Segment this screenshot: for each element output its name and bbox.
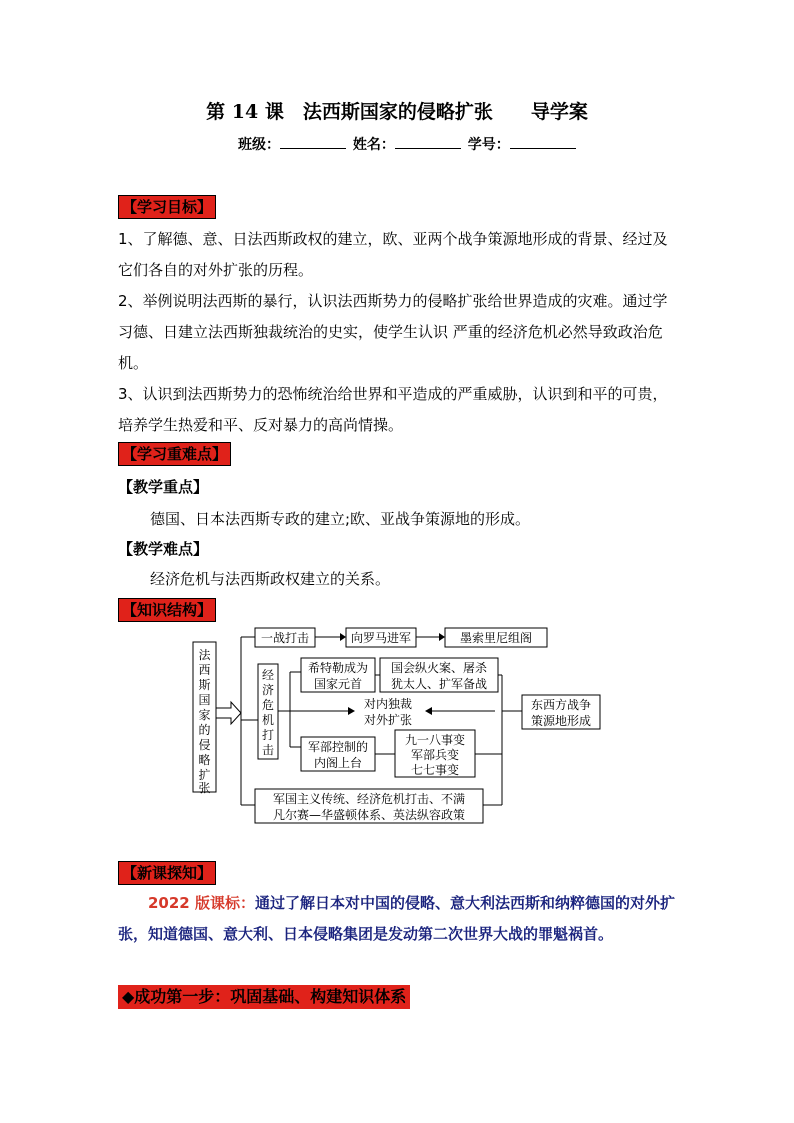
reichstag-text: 国会纵火案、屠杀 <box>390 661 488 675</box>
arrow-head-icon <box>439 633 445 641</box>
key-points-label: 【学习重难点】 <box>118 442 231 466</box>
structure-label: 【知识结构】 <box>118 598 216 622</box>
arrow-head-icon <box>425 707 432 715</box>
incidents-text: 军部兵变 <box>410 748 460 762</box>
root-char: 斯 <box>198 678 211 692</box>
hitler-text: 希特勒成为 <box>307 661 369 675</box>
focus-title: 【教学重点】 <box>118 478 209 496</box>
war1-text: 一战打击 <box>260 631 310 645</box>
root-char: 略 <box>198 753 211 767</box>
objectives-label: 【学习目标】 <box>118 195 216 219</box>
sources-text: 东西方战争 <box>530 698 592 712</box>
reichstag-text: 犹太人、扩军备战 <box>390 677 488 691</box>
center-text: 对内独裁 <box>363 697 413 711</box>
crisis-char: 经 <box>261 668 275 682</box>
standard-label: 2022 版课标： <box>148 894 255 912</box>
center-text: 对外扩张 <box>363 713 413 727</box>
arrow-head-icon <box>348 707 355 715</box>
mussolini-text: 墨索里尼组阁 <box>459 631 533 645</box>
arrow-head-icon <box>340 633 346 641</box>
crisis-char: 济 <box>261 683 275 697</box>
hitler-text: 国家元首 <box>313 677 363 691</box>
incidents-text: 九一八事变 <box>404 733 466 747</box>
id-label: 学号： <box>467 137 510 153</box>
name-label: 姓名： <box>352 137 395 153</box>
curriculum-standard <box>118 888 678 950</box>
incidents-text: 七七事变 <box>410 763 460 777</box>
objective-1: 1、了解德、意、日法西斯政权的建立，欧、亚两个战争策源地形成的背景、经过及它们各自的对外扩张的历程。 <box>118 230 668 279</box>
hollow-arrow-icon <box>216 702 241 724</box>
root-char: 法 <box>198 648 211 662</box>
page-title: 第 14 课 法西斯国家的侵略扩张 导学案 <box>206 101 588 123</box>
bottom-text: 军国主义传统、经济危机打击、不满 <box>272 792 466 806</box>
root-char: 侵 <box>198 738 211 752</box>
bottom-text: 凡尔赛—华盛顿体系、英法纵容政策 <box>272 808 466 822</box>
objective-3: 3、认识到法西斯势力的恐怖统治给世界和平造成的严重威胁，认识到和平的可贵，培养学生热爱和平、反对暴力的高尚情操。 <box>118 385 668 434</box>
new-lesson-label: 【新课探知】 <box>118 861 216 885</box>
root-char: 张 <box>198 781 211 795</box>
root-char: 西 <box>198 663 211 677</box>
root-char: 家 <box>198 708 211 722</box>
root-text <box>198 647 211 795</box>
root-char: 国 <box>198 693 211 707</box>
difficulty-body: 经济危机与法西斯政权建立的关系。 <box>150 570 391 588</box>
military-text: 军部控制的 <box>307 740 369 754</box>
difficulty-title: 【教学难点】 <box>118 540 209 558</box>
root-char: 的 <box>198 723 211 737</box>
focus-body: 德国、日本法西斯专政的建立;欧、亚战争策源地的形成。 <box>150 510 531 528</box>
march-text: 向罗马进军 <box>350 631 412 645</box>
root-char: 扩 <box>198 768 211 782</box>
crisis-char: 危 <box>261 698 275 712</box>
step1-heading: ◆成功第一步：巩固基础、构建知识体系 <box>118 985 410 1009</box>
crisis-char: 击 <box>261 743 275 757</box>
objective-2: 2、举例说明法西斯的暴行，认识法西斯势力的侵略扩张给世界造成的灾难。通过学习德、日建立法西斯独裁统治的史实，使学生认识 严重的经济危机必然导致政治危机。 <box>118 292 668 372</box>
class-label: 班级： <box>238 137 280 153</box>
military-text: 内阁上台 <box>313 756 363 770</box>
crisis-char: 打 <box>261 728 275 742</box>
sources-text: 策源地形成 <box>530 714 592 728</box>
crisis-char: 机 <box>261 713 275 727</box>
standard-text: 通过了解日本对中国的侵略、意大利法西斯和纳粹德国的对外扩张，知道德国、意大利、日本侵略集团是发动第二次世界大战的罪魁祸首。 <box>118 894 675 943</box>
